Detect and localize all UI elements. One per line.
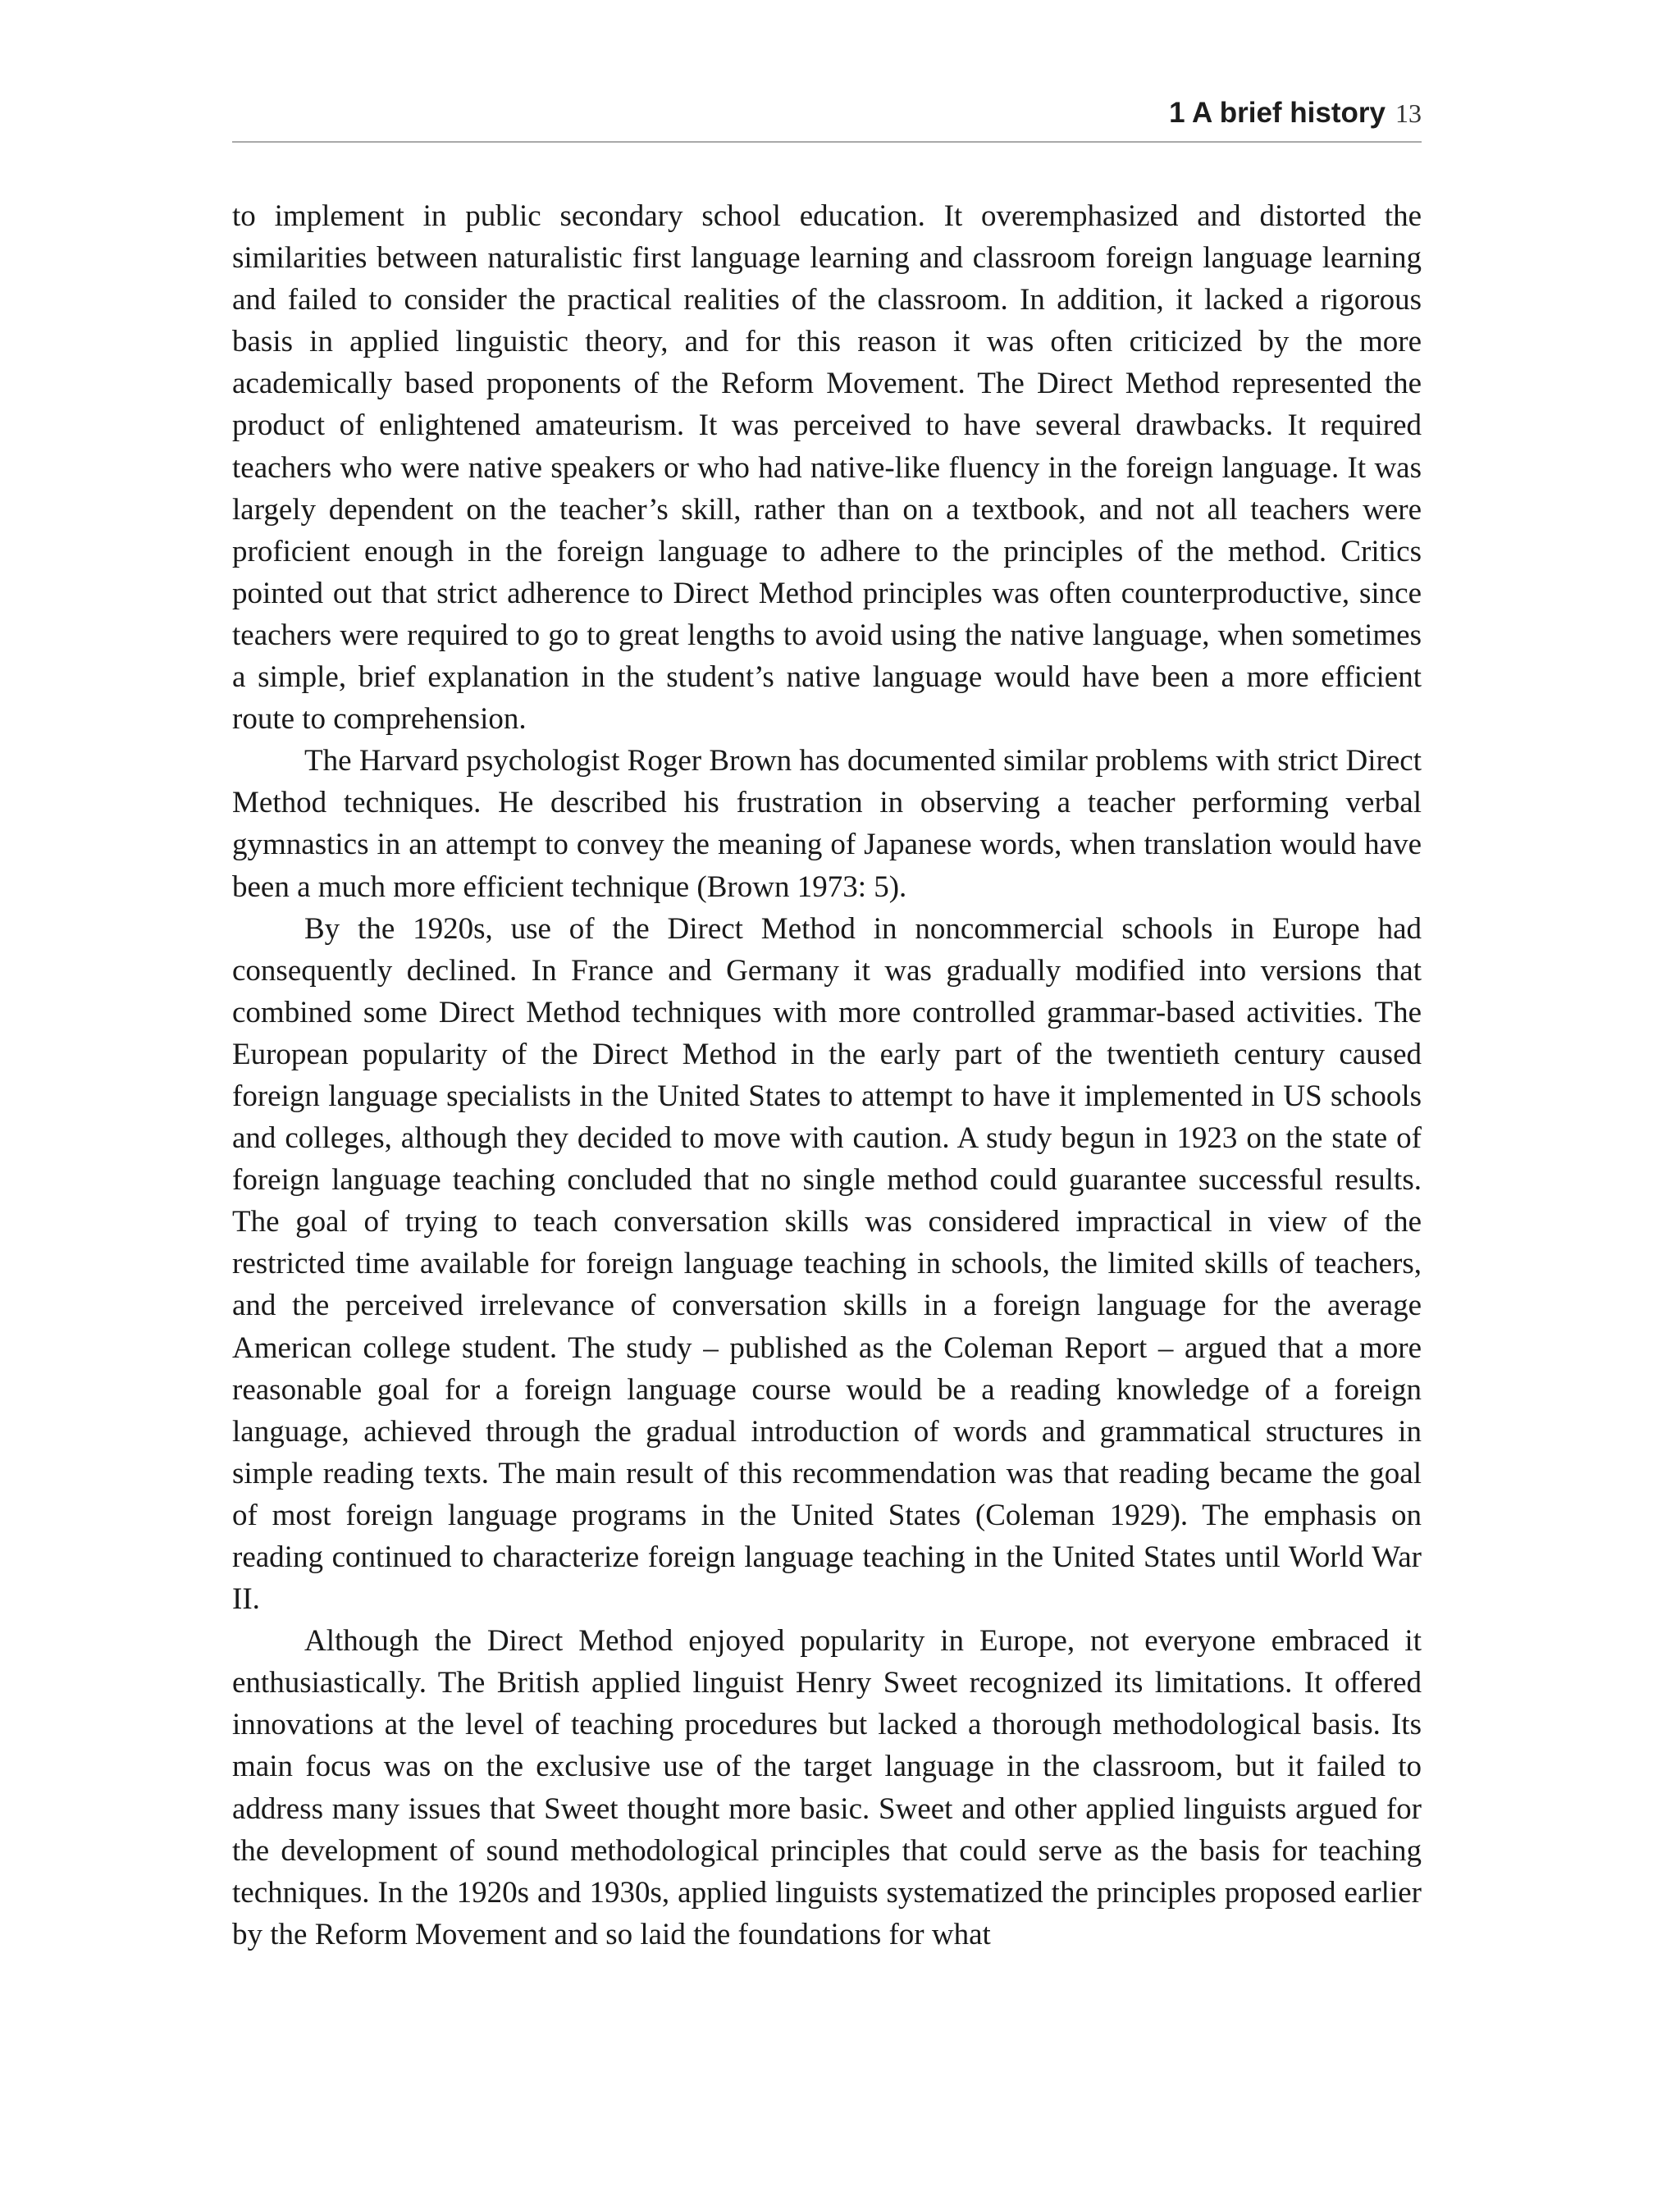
paragraph-1: to implement in public secondary school education. It overemphasized and distorted the similarities between naturalistic first language learning and classroom foreign language learning and failed to consider the practical realities of the classroom. In addition, it lacked a rigorous basis in applied linguistic theory, and for this reason it was often criticized by the more academically based proponents of the Reform Movement. The Direct Method represented the product of enlightened amateurism. It was perceived to have several drawbacks. It required teachers who were native speakers or who had native-like fluency in the foreign language. It was largely dependent on the teacher’s skill, rather than on a textbook, and not all teachers were proficient enough in the foreign language to adhere to the principles of the method. Critics pointed out that strict adherence to Direct Method principles was often counterproductive, since teachers were required to go to great lengths to avoid using the native language, when sometimes a simple, brief explanation in the student’s native language would have been a more efficient route to comprehension. — [232, 199, 1422, 737]
header-rule — [232, 141, 1422, 143]
page-number: 13 — [1395, 98, 1422, 128]
chapter-title: 1 A brief history — [1169, 97, 1386, 129]
running-head — [232, 97, 1422, 143]
paragraph-4: Although the Direct Method enjoyed popularity in Europe, not everyone embraced it enthusiastically. The British applied linguist Henry Sweet recognized its limitations. It offered innovations at the level of teaching procedures but lacked a thorough methodological basis. Its main focus was on the exclusive use of the target language in the classroom, but it failed to address many issues that Sweet thought more basic. Sweet and other applied linguists argued for the development of sound methodological principles that could serve as the basis for teaching techniques. In the 1920s and 1930s, applied linguists systematized the principles proposed earlier by the Reform Movement and so laid the foundations for what — [232, 1624, 1422, 1951]
body-text — [232, 195, 1422, 1956]
paragraph-2: The Harvard psychologist Roger Brown has documented similar problems with strict Direct Method techniques. He described his frustration in observing a teacher performing verbal gymnastics in an attempt to convey the meaning of Japanese words, when translation would have been a much more efficient technique (Brown 1973: 5). — [232, 744, 1422, 904]
paragraph-3: By the 1920s, use of the Direct Method in noncommercial schools in Europe had consequently declined. In France and Germany it was gradually modified into versions that combined some Direct Method techniques with more controlled grammar-based activities. The European popularity of the Direct Method in the early part of the twentieth century caused foreign language specialists in the United States to attempt to have it implemented in US schools and colleges, although they decided to move with caution. A study begun in 1923 on the state of foreign language teaching concluded that no single method could guarantee successful results. The goal of trying to teach conversation skills was considered impractical in view of the restricted time available for foreign language teaching in schools, the limited skills of teachers, and the perceived irrelevance of conversation skills in a foreign language for the average American college student. The study – published as the Coleman Report – argued that a more reasonable goal for a foreign language course would be a reading knowledge of a foreign language, achieved through the gradual introduction of words and grammatical structures in simple reading texts. The main result of this recommendation was that reading became the goal of most foreign language programs in the United States (Coleman 1929). The emphasis on reading continued to characterize foreign language teaching in the United States until World War II. — [232, 911, 1422, 1617]
